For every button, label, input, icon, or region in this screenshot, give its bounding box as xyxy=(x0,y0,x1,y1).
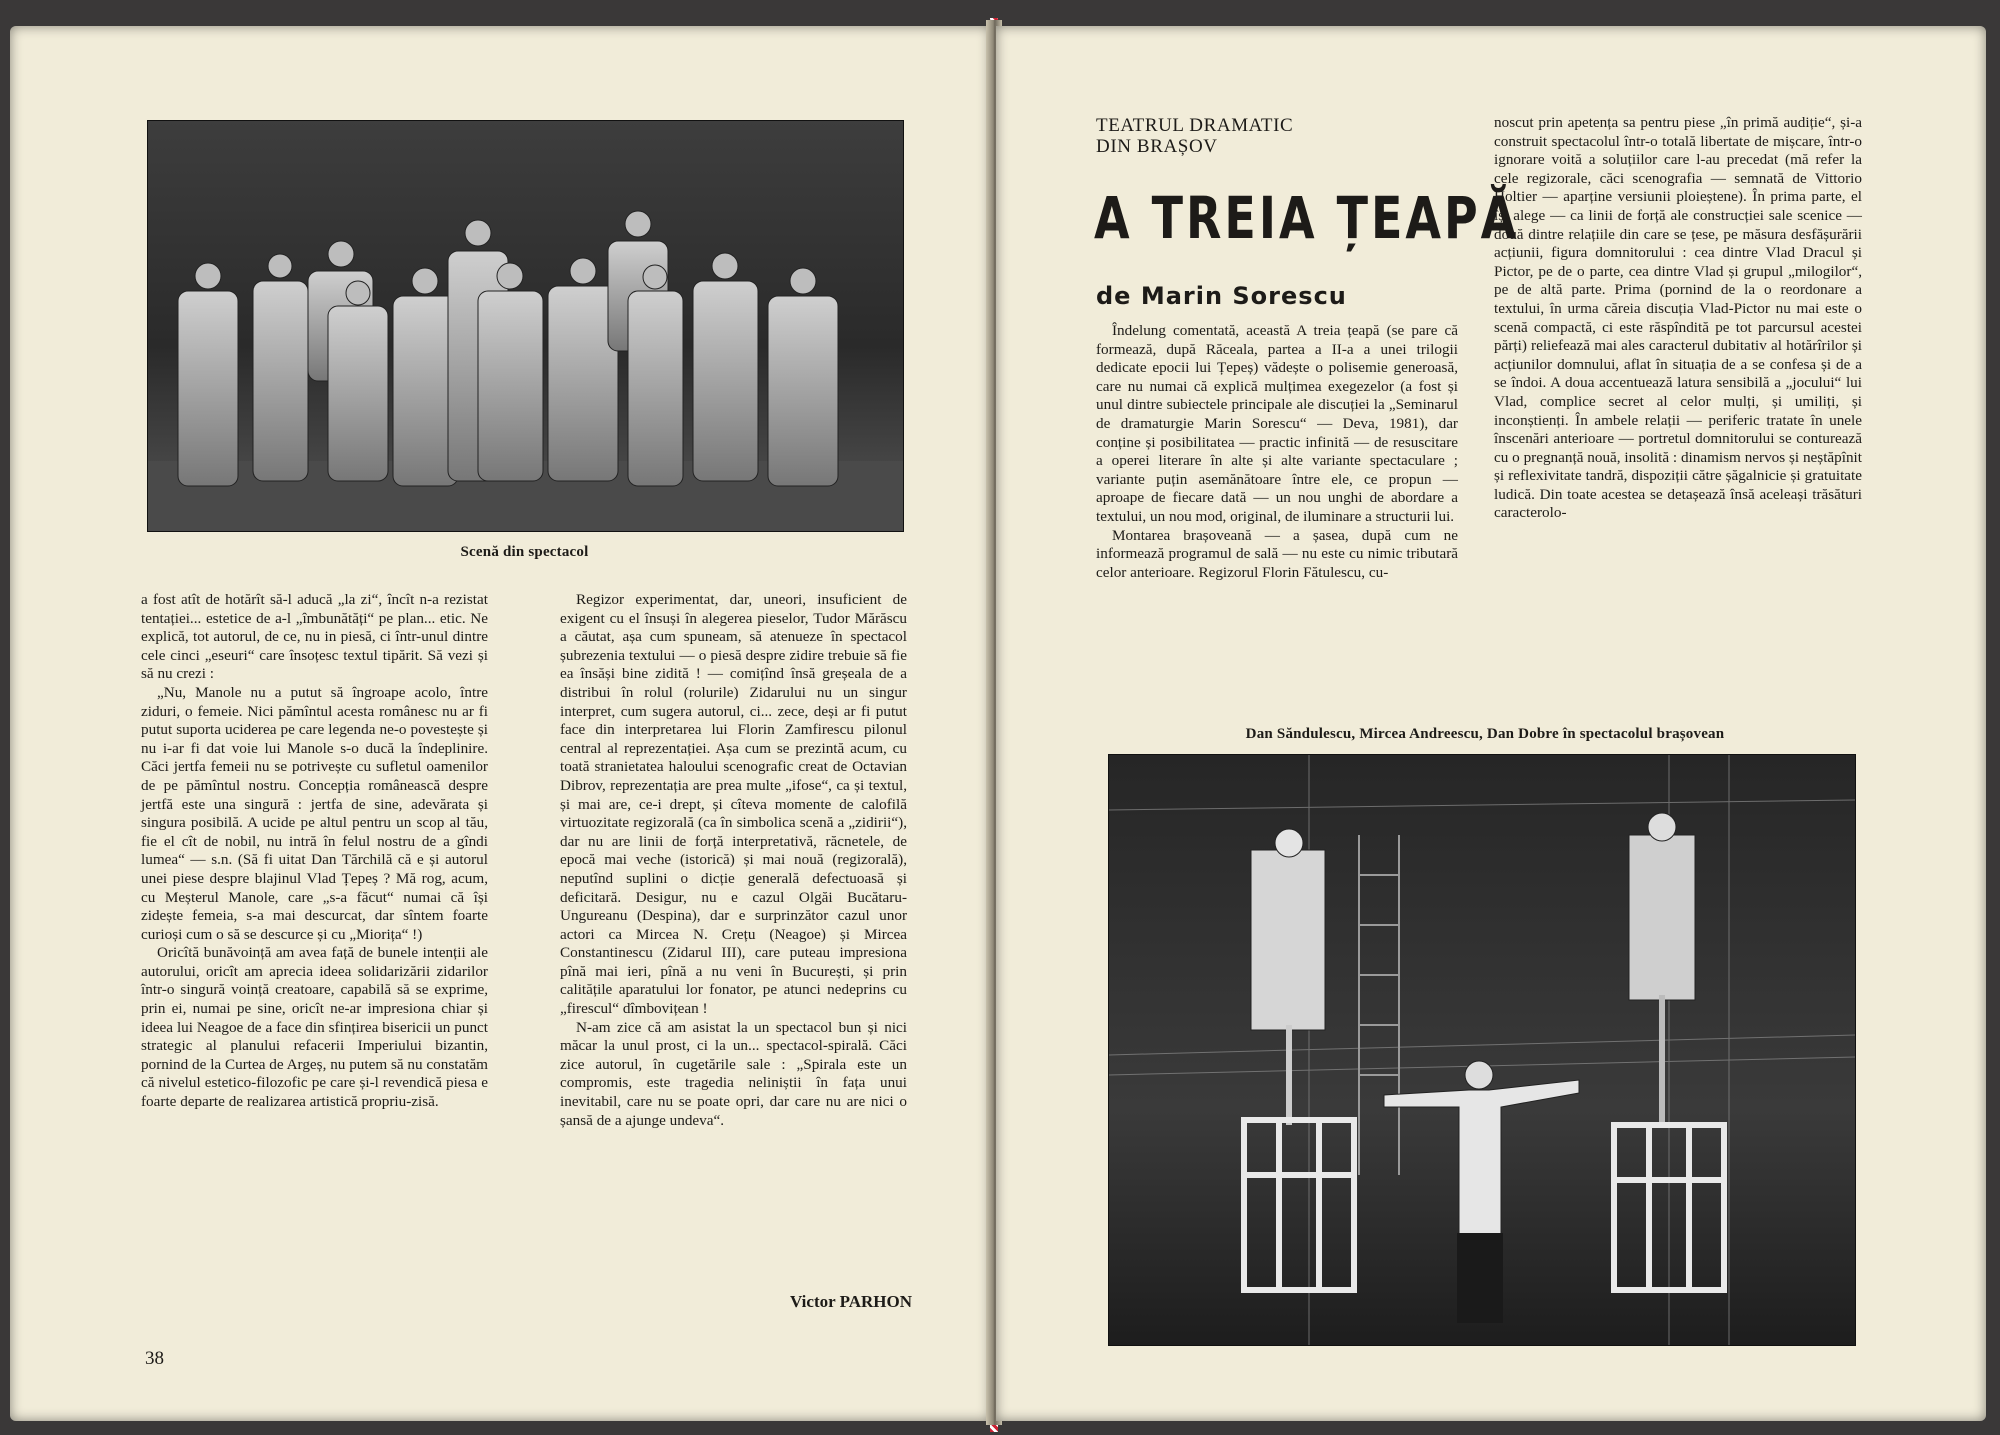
photo-stage-ensemble xyxy=(147,120,904,532)
paragraph: Îndelung comentată, această A treia țeapă (se pare că formează, după Răceala, partea a II-a a unei trilogii dedicate epocii lui Țepeș) vădește o polisemie generoasă, care nu numai că explică mulțimea exegezelor (a fost și unul dintre subiectele principale ale discuției la „Seminarul de dramaturgie Marin Sorescu“ — Deva, 1981), dar conține și posibilitatea — practic infinită — de resuscitare a operei literare în alte și alte variante spectaculare ; variante puțin asemănătoare între ele, ce propun — aproape de fiecare dată — un nou unghi de abordare a textului, un nou mod, original, de iluminare a structurii lui. xyxy=(1096,322,1458,525)
kicker-line: DIN BRAȘOV xyxy=(1096,136,1218,157)
paragraph: Montarea brașoveană — a șasea, după cum ne informează programul de sală — nu este cu nimic tributară celor anterioare. Regizorul Florin Fătulescu, cu- xyxy=(1096,526,1458,581)
left-page xyxy=(10,26,990,1421)
right-column-2 xyxy=(1494,114,1862,523)
impalement-photo-image xyxy=(1109,755,1855,1345)
left-column-2 xyxy=(560,591,907,1130)
article-title: A TREIA ȚEAPĂ xyxy=(1094,184,1520,252)
paragraph: noscut prin apetența sa pentru piese „în primă audiție“, și-a construit spectacolul într-o totală libertate de mișcare, într-o ignorare voită a soluțiilor care l-au precedat (mă refer la cele regizorale, căci scenografia — semnată de Vittorio Holtier — aparține versiunii ploieștene). În prima parte, el își alege — ca linii de forță ale construcției sale scenice — două dintre relațiile din care se țese, pe măsura desfășurării acțiunii, figura domnitorului : cea dintre Vlad Dracul și Pictor, pe de o parte, cea dintre Vlad și grupul „milogilor“, pe de altă parte. Prima (pornind de la o reordonare a textului, în urma căreia discuția Vlad-Pictor nu mai este o scenă compactă, ci este răspîndită pe tot parcursul acestei părți) reliefează mai ales caracterul dubitativ al hotărîrilor și acțiunilor domnului, aflat în situația de a se confesa și de a se îndoi. A doua accentuează latura sensibilă a „jocului“ lui Vlad, complice secret al celor mulți, și umiliți, și inconștienți. În ambele relații — periferic tratate în unele înscenări anterioare — portretul domnitorului se conturează cu o pregnanță nouă, insolită : dinamism nervos și neștăpînit și reflexivitate tandră, dispoziții către șăgalnicie și gratuitate ludică. Din toate acestea se detașează însă aceleași trăsături caracterolo- xyxy=(1494,114,1862,522)
paragraph: „Nu, Manole nu a putut să îngroape acolo, între ziduri, o femeie. Nici pămîntul acesta românesc nu ar fi putut suporta uciderea pe care legenda ne-o povestește și nu i-ar fi dat voie lui Manole s-o ducă la îndeplinire. Căci jertfa femeii nu se potrivește cu sufletul oamenilor de pe pămîntul nostru. Concepția românească despre jertfă este una singură : jertfa de sine, adevărata și singura posibilă. A ucide pe altul pentru un scop al tău, fie el cît de nobil, nu intră în felul nostru de a gîndi lumea“ — s.n. (Să fi uitat Dan Tărchilă că e și autorul unei piese despre blajinul Vlad Țepeș ? Mă rog, acum, cu Meșterul Manole, care „s-a făcut“ numai că își zidește femeia, s-a mai descurcat, dar sîntem foarte curioși cum o să se descurce și cu „Miorița“ !) xyxy=(141,683,488,943)
article-byline: de Marin Sorescu xyxy=(1096,282,1347,310)
right-page xyxy=(996,26,1986,1421)
paragraph: N-am zice că am asistat la un spectacol bun și nici măcar la unul prost, ci la un... spectacol-spirală. Căci zice autorul, în cugetările sale : „Spirala este un compromis, este tragedia neliniștii în fața unui inevitabil, care nu se poate opri, dar care nu are nici o șansă de a ajunge undeva“. xyxy=(560,1018,907,1129)
author-signature: Victor PARHON xyxy=(790,1292,912,1311)
left-column-1 xyxy=(141,591,488,1112)
kicker-line: TEATRUL DRAMATIC xyxy=(1096,115,1294,136)
photo-stage-impalement xyxy=(1108,754,1856,1346)
paragraph: Oricîtă bunăvoință am avea față de bunele intenții ale autorului, oricît am aprecia ideea solidarizării zidarilor într-o singură voință creatoare, capabilă să se exprime, prin ei, numai pe sine, oricît ne-ar impresiona chiar și ideea lui Neagoe de a face din sfințirea bisericii un punct strategic al planului refacerii Imperiului bizantin, pornind de la Curtea de Argeș, nu putem să nu constatăm că nivelul estetico-filozofic pe care și-l revendică piesa e foarte departe de realizarea artistică propriu-zisă. xyxy=(141,944,488,1111)
paragraph: Regizor experimentat, dar, uneori, insuficient de exigent cu el însuși în alegerea pieselor, Tudor Mărăscu a căutat, așa cum spuneam, să atenueze în spectacol șubrezenia textului — o piesă despre zidire trebuie să fie ea însăși bine zidită ! — comițînd însă greșeala de a distribui în rolul (rolurile) Zidarului nu un singur interpret, cum sugera autorul, ci... zece, deși ar fi putut face din interpretarea lui Florin Zamfirescu pilonul central al reprezentației. Așa cum se prezintă acum, cu toată stranietatea haloului scenografic creat de Octavian Dibrov, reprezentația are prea multe „ifose“, ca și textul, și mai are, ce-i drept, și cîteva momente de calofilă virtuozitate regizorală (ca în simbolica scenă a „zidirii“), dar nu are linii de forță interpretativă, răcnetele, de epocă mai veche (istorică) și mai nouă (regizorală), neputînd suplini o dicție generală defectuoasă și deficitară. Desigur, nu e cazul Olgăi Bucătaru-Ungureanu (Despina), dar e surprinzător cazul unor actori ca Mircea N. Crețu (Neagoe) și Mircea Constantinescu (Zidarul III), care puteau impresiona pînă mai ieri, pînă a nu veni în București, și prin calitățile aparatului lor fonator, pe atunci nedeprins cu „firescul“ dîmbovițean ! xyxy=(560,591,907,1018)
page-number: 38 xyxy=(145,1348,164,1369)
theatre-kicker xyxy=(1096,115,1293,157)
right-column-1 xyxy=(1096,322,1458,582)
ensemble-photo-image xyxy=(148,121,903,531)
right-photo-caption: Dan Săndulescu, Mircea Andreescu, Dan Dobre în spectacolul brașovean xyxy=(1245,726,1725,742)
paragraph: a fost atît de hotărît să-l aducă „la zi“, încît n-a rezistat tentației... estetice de a-l „îmbunătăți“ pe plan... etic. Ne explică, tot autorul, de ce, nu in piesă, ci într-unul dintre cele cinci „eseuri“ care însoțesc textul tipărit. Să vezi și să nu crezi : xyxy=(141,591,488,683)
left-photo-caption: Scenă din spectacol xyxy=(460,544,589,560)
